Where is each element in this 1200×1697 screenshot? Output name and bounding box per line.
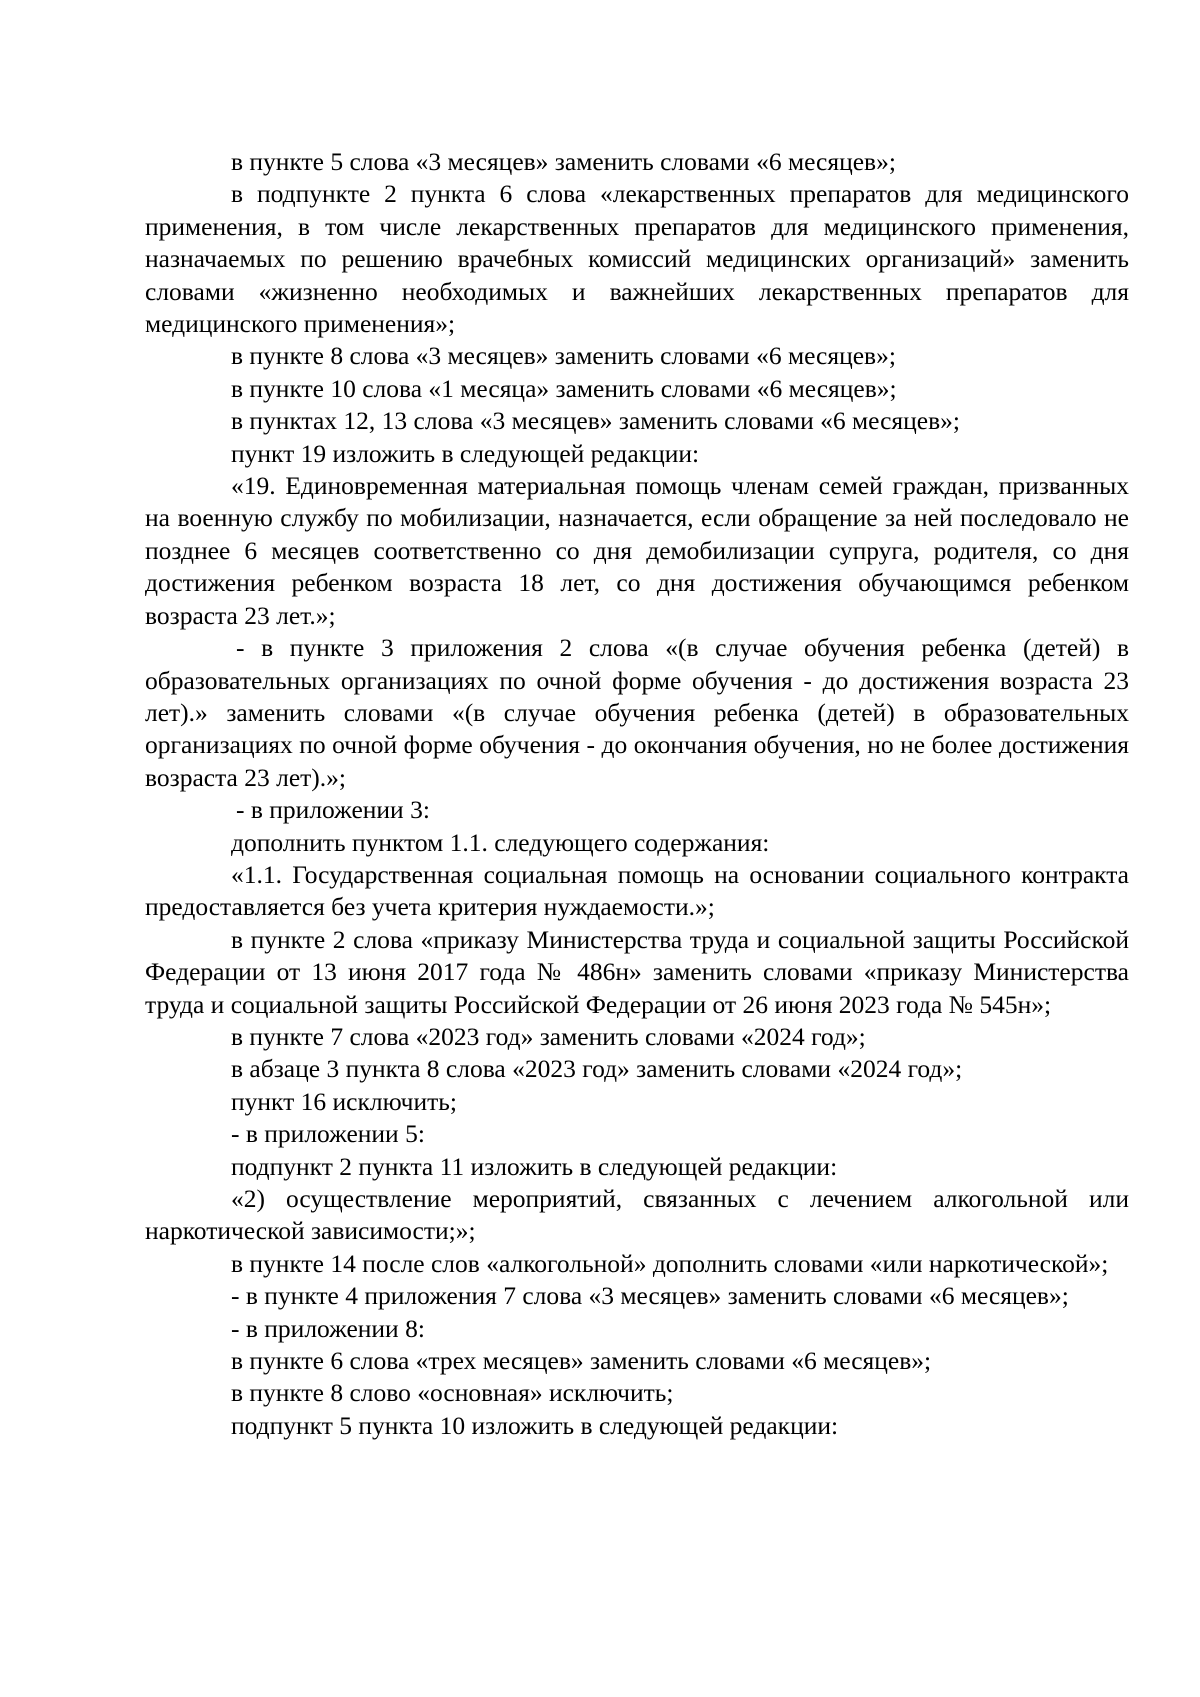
paragraph: «19. Единовременная материальная помощь членам семей граждан, призванных на военную службу по мобилизации, назначается, если обращение за ней последовало не позднее 6 месяцев соответственно со дня демобилизации супруга, родителя, со дня достижения ребенком возраста 18 лет, со дня достижения обучающимся ребенком возраста 23 лет.»; [145, 471, 1129, 630]
paragraph: в пункте 14 после слов «алкогольной» дополнить словами «или наркотической»; [231, 1248, 1109, 1278]
paragraph: в пункте 7 слова «2023 год» заменить словами «2024 год»; [231, 1021, 866, 1051]
paragraph: пункт 19 изложить в следующей редакции: [231, 438, 700, 468]
paragraph: в пункте 5 слова «3 месяцев» заменить словами «6 месяцев»; [231, 147, 896, 176]
paragraph: «1.1. Государственная социальная помощь на основании социального контракта предоставляется без учета критерия нуждаемости.»; [145, 859, 1129, 922]
paragraph: в абзаце 3 пункта 8 слова «2023 год» заменить словами «2024 год»; [231, 1054, 963, 1084]
paragraph: - в пункте 4 приложения 7 слова «3 месяцев» заменить словами «6 месяцев»; [231, 1281, 1069, 1311]
paragraph: - в приложении 5: [231, 1119, 425, 1149]
paragraph: в подпункте 2 пункта 6 слова «лекарственных препаратов для медицинского применения, в том числе лекарственных препаратов для медицинского применения, назначаемых по решению врачебных комиссий медицинских организаций» заменить словами «жизненно необходимых и важнейших лекарственных препаратов для медицинского применения»; [145, 179, 1129, 339]
paragraph: - в пункте 3 приложения 2 слова «(в случае обучения ребенка (детей) в образовательных организациях по очной форме обучения - до достижения возраста 23 лет).» заменить словами «(в случае обучения ребенка (детей) в образовательных организациях по очной форме обучения - до окончания обучения, но не более достижения возраста 23 лет).»; [145, 633, 1129, 792]
paragraph: - в приложении 8: [231, 1313, 425, 1343]
paragraph: подпункт 2 пункта 11 изложить в следующей редакции: [231, 1151, 838, 1181]
paragraph: в пункте 8 слова «3 месяцев» заменить словами «6 месяцев»; [231, 341, 896, 371]
paragraph: - в приложении 3: [236, 795, 430, 825]
paragraph: в пункте 2 слова «приказу Министерства труда и социальной защиты Российской Федерации от 13 июня 2017 года № 486н» заменить словами «приказу Министерства труда и социальной защиты Российской Федерации от 26 июня 2023 года № 545н»; [145, 924, 1129, 1019]
paragraph: пункт 16 исключить; [231, 1086, 457, 1116]
paragraph: в пункте 6 слова «трех месяцев» заменить словами «6 месяцев»; [231, 1346, 932, 1376]
paragraph: дополнить пунктом 1.1. следующего содержания: [231, 827, 770, 857]
paragraph: в пункте 10 слова «1 месяца» заменить словами «6 месяцев»; [231, 373, 897, 403]
document-body [145, 146, 1129, 1442]
paragraph: «2) осуществление мероприятий, связанных с лечением алкогольной или наркотической зависимости;»; [145, 1184, 1129, 1246]
paragraph: в пунктах 12, 13 слова «3 месяцев» заменить словами «6 месяцев»; [231, 406, 960, 436]
paragraph: подпункт 5 пункта 10 изложить в следующей редакции: [231, 1410, 839, 1440]
paragraph: в пункте 8 слово «основная» исключить; [231, 1378, 674, 1408]
